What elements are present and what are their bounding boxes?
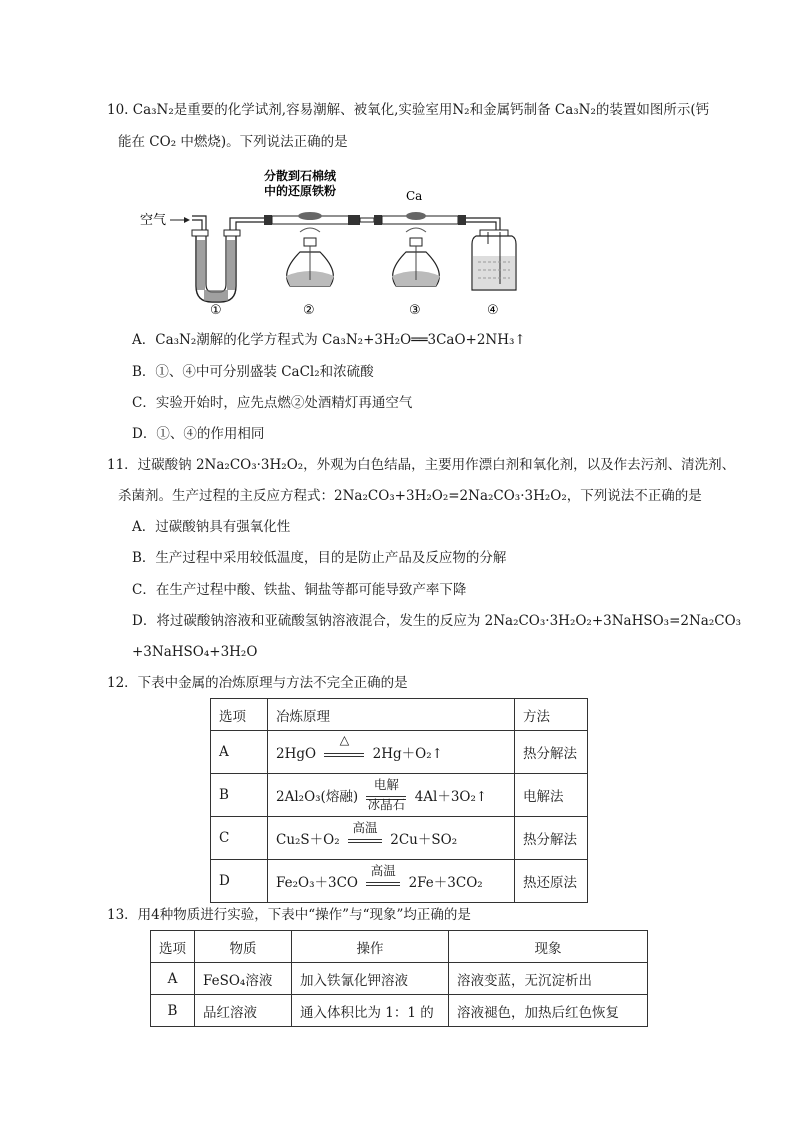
- products: 2Hg＋O₂↑: [372, 746, 443, 762]
- header-phenomenon: 现象: [449, 931, 648, 963]
- label-4: ④: [487, 303, 499, 316]
- row-principle: [268, 817, 515, 860]
- q10-option-b: B．①、④中可分别盛装 CaCl₂和浓硫酸: [132, 364, 374, 380]
- row-option: B: [211, 774, 268, 817]
- header-substance: 物质: [195, 931, 292, 963]
- reactants: 2HgO: [276, 746, 317, 762]
- row-operation: 加入铁氰化钾溶液: [292, 963, 449, 995]
- reaction-condition: 高温: [370, 863, 396, 878]
- row-phenomenon: 溶液变蓝，无沉淀析出: [449, 963, 648, 995]
- row-principle: [268, 860, 515, 903]
- q10-stem-line2: 能在 CO₂ 中燃烧)。下列说法正确的是: [118, 134, 348, 150]
- reagent-label-line1: 分散到石棉绒: [264, 169, 337, 183]
- q11-option-b: B．生产过程中采用较低温度，目的是防止产品及反应物的分解: [132, 550, 507, 566]
- row-principle: [268, 731, 515, 774]
- row-principle: [268, 774, 515, 817]
- table-row: [211, 731, 588, 774]
- row-method: 电解法: [515, 774, 588, 817]
- table-row: [211, 817, 588, 860]
- header-option: 选项: [211, 699, 268, 731]
- row-phenomenon: 溶液褪色，加热后红色恢复: [449, 995, 648, 1027]
- reaction-condition: △: [339, 732, 350, 747]
- reaction-arrow: [320, 732, 368, 762]
- row-method: 热分解法: [515, 731, 588, 774]
- products: 4Al＋3O₂↑: [414, 789, 488, 805]
- products: 2Cu＋SO₂: [390, 832, 458, 848]
- q10-option-c: C．实验开始时，应先点燃②处酒精灯再通空气: [132, 395, 413, 411]
- table-row: [151, 995, 648, 1027]
- table-row: [151, 963, 648, 995]
- reaction-catalyst: 冰晶石: [367, 797, 406, 812]
- row-substance: 品红溶液: [195, 995, 292, 1027]
- header-option: 选项: [151, 931, 195, 963]
- reaction-arrow: [344, 820, 386, 848]
- table-header-row: [211, 699, 588, 731]
- row-option: A: [211, 731, 268, 774]
- reactants: 2Al₂O₃(熔融): [276, 789, 359, 805]
- q11-option-a: A．过碳酸钠具有强氧化性: [132, 519, 291, 535]
- q10-option-a: A．Ca₃N₂潮解的化学方程式为 Ca₃N₂+3H₂O══3CaO+2NH₃↑: [132, 332, 526, 348]
- table-header-row: [151, 931, 648, 963]
- reagent-label-line2: 中的还原铁粉: [264, 184, 337, 198]
- label-2: ②: [303, 303, 315, 316]
- header-operation: 操作: [292, 931, 449, 963]
- q12-stem: 12．下表中金属的冶炼原理与方法不完全正确的是: [107, 675, 408, 691]
- q11-option-d-line1: D．将过碳酸钠溶液和亚硫酸氢钠溶液混合，发生的反应为 2Na₂CO₃·3H₂O₂+3NaHSO₃=2Na₂CO₃: [132, 613, 742, 629]
- air-label: 空气: [140, 213, 167, 228]
- q11-stem-line2: 杀菌剂。生产过程的主反应方程式：2Na₂CO₃+3H₂O₂=2Na₂CO₃·3H₂O₂，下列说法不正确的是: [118, 488, 702, 504]
- header-method: 方法: [515, 699, 588, 731]
- q11-option-d-line2: +3NaHSO₄+3H₂O: [132, 644, 258, 660]
- q10-option-d: D．①、④的作用相同: [132, 426, 265, 442]
- label-1: ①: [210, 303, 222, 316]
- reaction-arrow: [362, 863, 404, 891]
- table-row: [211, 774, 588, 817]
- row-option: B: [151, 995, 195, 1027]
- ca-label: Ca: [406, 189, 423, 203]
- row-substance: FeSO₄溶液: [195, 963, 292, 995]
- reactants: Cu₂S＋O₂: [276, 832, 340, 848]
- q10-apparatus-diagram: [140, 166, 530, 316]
- reaction-condition: 电解: [373, 777, 399, 792]
- q11-option-c: C．在生产过程中酸、铁盐、铜盐等都可能导致产率下降: [132, 582, 467, 598]
- products: 2Fe＋3CO₂: [408, 875, 483, 891]
- table-row: [211, 860, 588, 903]
- reaction-condition: 高温: [352, 820, 378, 835]
- header-principle: 冶炼原理: [268, 699, 515, 731]
- reaction-arrow: [362, 777, 410, 812]
- q13-stem: 13．用4种物质进行实验，下表中“操作”与“现象”均正确的是: [107, 907, 471, 923]
- q12-table: [210, 698, 588, 903]
- label-3: ③: [409, 303, 421, 316]
- row-operation: 通入体积比为 1：1 的: [292, 995, 449, 1027]
- q11-stem-line1: 11．过碳酸钠 2Na₂CO₃·3H₂O₂，外观为白色结晶，主要用作漂白剂和氧化剂，以及作去污剂、清洗剂、: [107, 457, 736, 473]
- row-option: C: [211, 817, 268, 860]
- row-method: 热分解法: [515, 817, 588, 860]
- row-option: A: [151, 963, 195, 995]
- q13-table: [150, 930, 648, 1027]
- reactants: Fe₂O₃＋3CO: [276, 875, 358, 891]
- row-option: D: [211, 860, 268, 903]
- row-method: 热还原法: [515, 860, 588, 903]
- q10-stem-line1: 10. Ca₃N₂是重要的化学试剂,容易潮解、被氧化,实验室用N₂和金属钙制备 Ca₃N₂的装置如图所示(钙: [107, 102, 710, 118]
